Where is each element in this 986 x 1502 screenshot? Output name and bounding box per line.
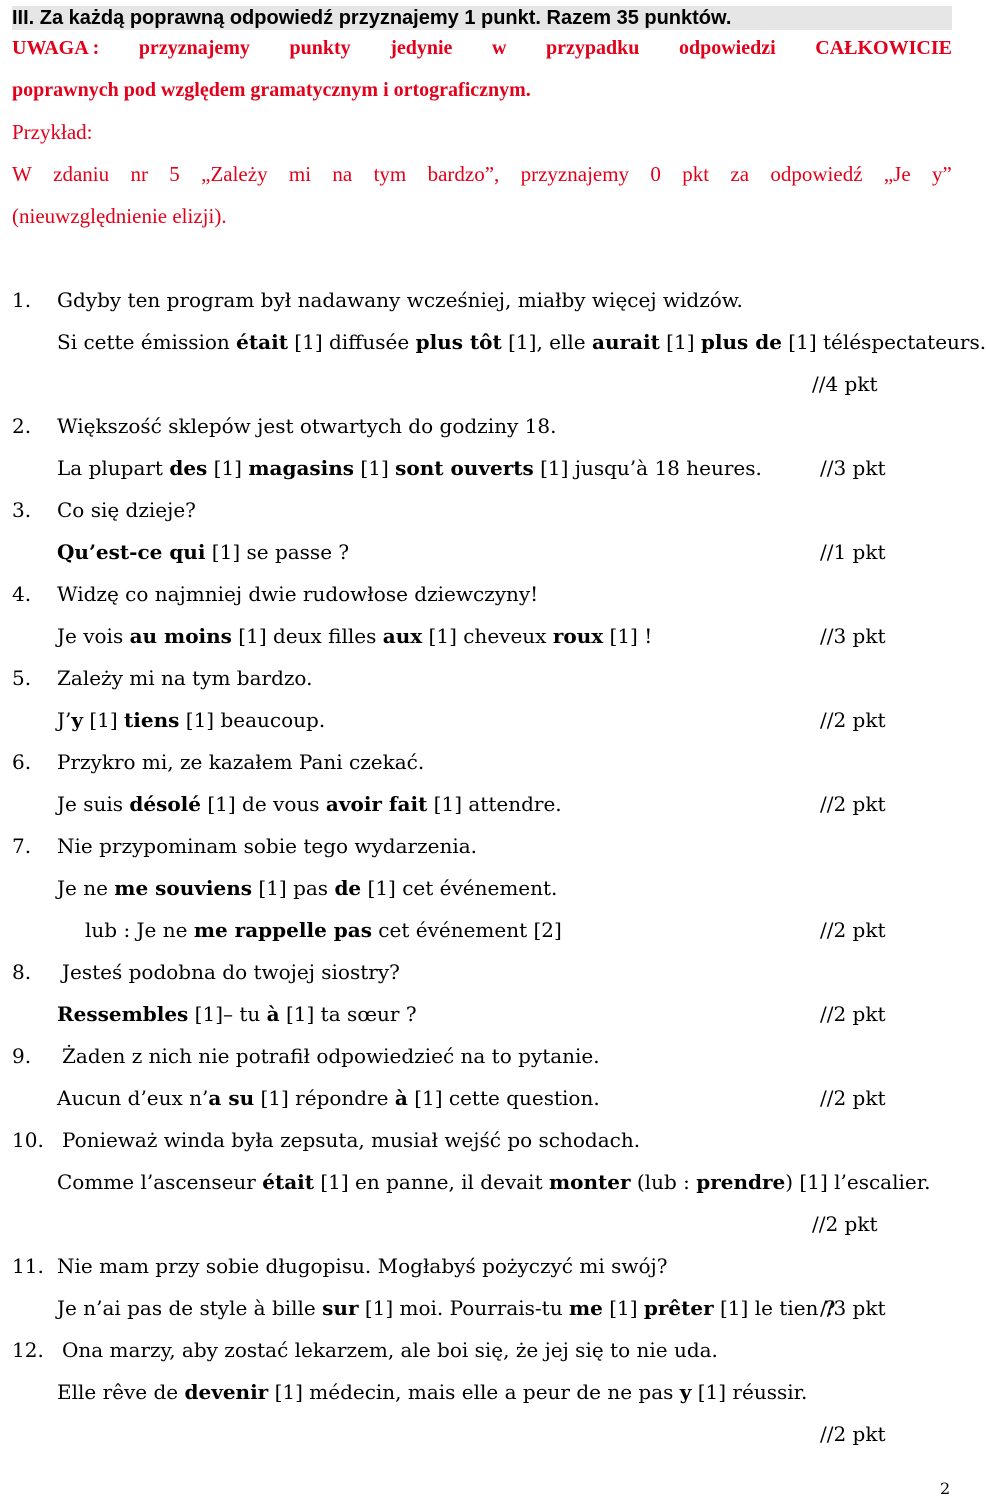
answer-keyword: me souviens	[114, 876, 253, 900]
answer-text: [1] de vous	[201, 792, 326, 816]
answer-keyword: avoir fait	[325, 792, 428, 816]
points-value: //2 pkt	[820, 1086, 886, 1110]
answer-text: [1] le tien ?	[713, 1296, 836, 1320]
warning-word: jedynie	[390, 37, 453, 59]
points-value: //2 pkt	[812, 1212, 878, 1236]
example-word: za	[730, 162, 750, 186]
example-word: 5	[169, 162, 180, 186]
example-word: nr	[130, 162, 148, 186]
answer-keyword: magasins	[248, 456, 355, 480]
example-word: tym	[373, 162, 407, 186]
answer-text: [1] réussir.	[691, 1380, 808, 1404]
answer-keyword: monter	[548, 1170, 631, 1194]
points-value: //3 pkt	[820, 456, 886, 480]
answer-keyword: des	[169, 456, 208, 480]
answer-keyword: a su	[208, 1086, 255, 1110]
answer-text: [1]	[83, 708, 125, 732]
points-value: //1 pkt	[820, 540, 886, 564]
warning-word: odpowiedzi	[678, 37, 776, 59]
example-word: „Je	[883, 162, 911, 186]
item-number: 11.	[12, 1254, 44, 1278]
polish-sentence: Zależy mi na tym bardzo.	[57, 666, 313, 690]
answer-keyword: prêter	[643, 1296, 714, 1320]
answer-text: ) [1] l’escalier.	[785, 1170, 931, 1194]
polish-sentence: Gdyby ten program był nadawany wcześniej, miałby więcej widzów.	[57, 288, 743, 312]
answer-text: [1] jusqu’à 18 heures.	[533, 456, 762, 480]
example-word: na	[332, 162, 353, 186]
answer-keyword: y	[71, 708, 83, 732]
answer-keyword: me rappelle pas	[193, 918, 372, 942]
answer-text: [1] beaucoup.	[179, 708, 326, 732]
answer-text: Je vois	[57, 624, 130, 648]
answer-keyword: à	[394, 1086, 408, 1110]
french-answer	[57, 876, 557, 900]
answer-keyword: plus de	[700, 330, 782, 354]
example-word: zdaniu	[53, 162, 110, 186]
points-value: //2 pkt	[820, 708, 886, 732]
answer-text: [1], elle	[501, 330, 592, 354]
answer-text: [1]	[207, 456, 249, 480]
warning-word: UWAGA :	[12, 37, 100, 59]
item-number: 10.	[12, 1128, 44, 1152]
answer-keyword: était	[262, 1170, 314, 1194]
polish-sentence: Nie mam przy sobie długopisu. Mogłabyś pożyczyć mi swój?	[57, 1254, 668, 1278]
french-answer	[57, 1002, 417, 1026]
answer-keyword: y	[679, 1380, 692, 1404]
polish-sentence: Co się dzieje?	[57, 498, 196, 522]
answer-text: [1] ta sœur ?	[279, 1002, 417, 1026]
answer-text: [1] !	[603, 624, 653, 648]
polish-sentence: Większość sklepów jest otwartych do godziny 18.	[57, 414, 557, 438]
answer-text: [1]	[602, 1296, 644, 1320]
answer-text: Je ne	[57, 876, 115, 900]
example-word: odpowiedź	[770, 162, 863, 186]
answer-text: [1] pas	[252, 876, 335, 900]
answer-text: Si cette émission	[57, 330, 237, 354]
example-note: (nieuwzględnienie elizji).	[12, 204, 227, 228]
warning-word: przyznajemy	[138, 37, 250, 59]
answer-text: [1] cet événement.	[361, 876, 558, 900]
answer-keyword: roux	[552, 624, 604, 648]
answer-text: [1] se passe ?	[205, 540, 350, 564]
french-answer	[57, 1086, 600, 1110]
item-number: 9.	[12, 1044, 32, 1068]
answer-text: cet événement [2]	[371, 918, 562, 942]
example-word: mi	[288, 162, 312, 186]
answer-keyword: au moins	[129, 624, 232, 648]
points-value: //2 pkt	[820, 1002, 886, 1026]
warning-line	[12, 36, 952, 60]
item-number: 5.	[12, 666, 32, 690]
polish-sentence: Żaden z nich nie potrafił odpowiedzieć na to pytanie.	[62, 1044, 600, 1068]
item-number: 2.	[12, 414, 32, 438]
warning-word: punkty	[289, 37, 351, 59]
answer-keyword: aurait	[591, 330, 660, 354]
answer-keyword: désolé	[129, 792, 202, 816]
french-answer	[57, 708, 325, 732]
warning-word: przypadku	[546, 37, 640, 59]
answer-text: [1] moi. Pourrais-tu	[358, 1296, 569, 1320]
french-answer	[57, 330, 986, 354]
example-word: przyznajemy	[520, 162, 630, 186]
points-value: //4 pkt	[812, 372, 878, 396]
french-answer	[57, 456, 762, 480]
answer-text: [1] deux filles	[231, 624, 383, 648]
answer-keyword: sont ouverts	[395, 456, 534, 480]
answer-text: Elle rêve de	[57, 1380, 185, 1404]
points-value: //2 pkt	[820, 918, 886, 942]
answer-text: [1]	[354, 456, 396, 480]
answer-keyword: prendre	[696, 1170, 786, 1194]
polish-sentence: Widzę co najmniej dwie rudowłose dziewczyny!	[57, 582, 539, 606]
answer-text: (lub :	[630, 1170, 697, 1194]
french-answer	[57, 624, 652, 648]
answer-keyword: Ressembles	[57, 1002, 189, 1026]
example-word: bardzo”,	[427, 162, 500, 186]
french-answer	[57, 1380, 807, 1404]
french-answer	[57, 1296, 836, 1320]
points-value: //2 pkt	[820, 1422, 886, 1446]
example-sentence	[12, 162, 952, 186]
points-value: //3 pkt	[820, 1296, 886, 1320]
warning-word: w	[492, 37, 507, 59]
answer-text: [1]	[659, 330, 701, 354]
page-number: 2	[940, 1479, 951, 1498]
warning-word: CAŁKOWICIE	[815, 37, 952, 59]
french-answer	[57, 540, 349, 564]
answer-text: [1] cheveux	[422, 624, 553, 648]
french-answer	[57, 792, 562, 816]
item-number: 12.	[12, 1338, 44, 1362]
polish-sentence: Jesteś podobna do twojej siostry?	[62, 960, 400, 984]
french-answer	[57, 1170, 930, 1194]
example-word: y”	[932, 162, 952, 186]
answer-text: [1] diffusée	[287, 330, 416, 354]
answer-text: [1]– tu	[188, 1002, 267, 1026]
answer-text: [1] attendre.	[427, 792, 562, 816]
french-answer-alternative	[85, 918, 562, 942]
example-word: 0	[650, 162, 661, 186]
item-number: 4.	[12, 582, 32, 606]
answer-text: La plupart	[57, 456, 170, 480]
answer-keyword: de	[334, 876, 362, 900]
points-value: //2 pkt	[820, 792, 886, 816]
answer-keyword: sur	[322, 1296, 359, 1320]
answer-text: Je n’ai pas de style à bille	[57, 1296, 323, 1320]
answer-keyword: devenir	[184, 1380, 269, 1404]
answer-keyword: me	[568, 1296, 603, 1320]
example-word: „Zależy	[201, 162, 268, 186]
section-heading: III. Za każdą poprawną odpowiedź przyznajemy 1 punkt. Razem 35 punktów.	[12, 6, 952, 30]
answer-keyword: tiens	[124, 708, 180, 732]
item-number: 6.	[12, 750, 32, 774]
item-number: 3.	[12, 498, 32, 522]
item-number: 7.	[12, 834, 32, 858]
polish-sentence: Ona marzy, aby zostać lekarzem, ale boi się, że jej się to nie uda.	[62, 1338, 718, 1362]
item-number: 8.	[12, 960, 32, 984]
answer-keyword: était	[236, 330, 288, 354]
example-word: pkt	[682, 162, 710, 186]
answer-keyword: plus tôt	[415, 330, 502, 354]
answer-keyword: Qu’est-ce qui	[57, 540, 206, 564]
example-label: Przykład:	[12, 120, 93, 144]
polish-sentence: Przykro mi, ze kazałem Pani czekać.	[57, 750, 425, 774]
answer-text: [1] en panne, il devait	[314, 1170, 549, 1194]
example-word: W	[12, 162, 32, 186]
answer-keyword: à	[266, 1002, 280, 1026]
warning-line-continued: poprawnych pod względem gramatycznym i ortograficznym.	[12, 79, 531, 101]
answer-keyword: aux	[382, 624, 423, 648]
answer-text: Je suis	[57, 792, 130, 816]
polish-sentence: Nie przypominam sobie tego wydarzenia.	[57, 834, 478, 858]
polish-sentence: Ponieważ winda była zepsuta, musiał wejść po schodach.	[62, 1128, 641, 1152]
answer-text: [1] téléspectateurs.	[781, 330, 986, 354]
item-number: 1.	[12, 288, 32, 312]
answer-text: J’	[57, 708, 72, 732]
answer-text: Aucun d’eux n’	[57, 1086, 209, 1110]
answer-text: [1] répondre	[254, 1086, 395, 1110]
points-value: //3 pkt	[820, 624, 886, 648]
answer-text: lub : Je ne	[85, 918, 194, 942]
answer-text: Comme l’ascenseur	[57, 1170, 263, 1194]
answer-text: [1] cette question.	[407, 1086, 600, 1110]
answer-text: [1] médecin, mais elle a peur de ne pas	[268, 1380, 680, 1404]
